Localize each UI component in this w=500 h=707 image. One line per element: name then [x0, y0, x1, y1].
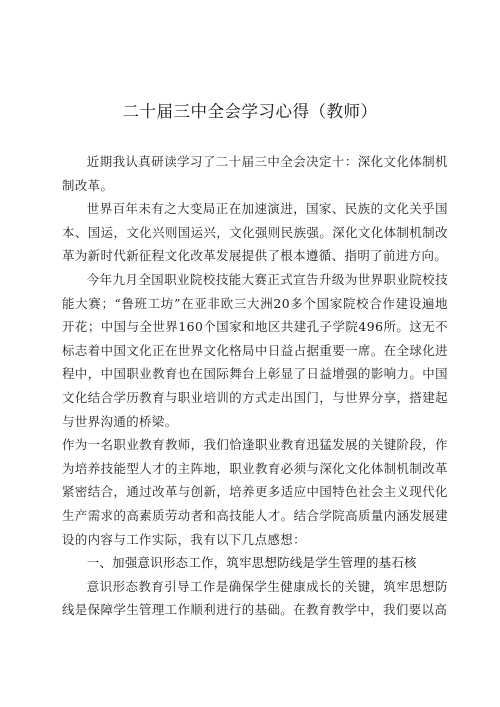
section-heading-1: 一、加强意识形态工作，筑牢思想防线是学生管理的基石核 — [86, 555, 417, 571]
paragraph-teacher-role: 作为一名职业教育教师，我们恰逢职业教育迅猛发展的关键阶段，作为培养技能型人才的主阵地，职业教育必须与深化文化体制机制改革紧密结合，通过改革与创新，培养更多适应中国特色社会主义现代化生产需求的高素质劳动者和高技能人才。结合学院高质量内涵发展建设的内容与工作实际，我有以下几点感想： — [62, 437, 448, 547]
document-body — [62, 150, 448, 622]
paragraph-intro: 近期我认真研读学习了二十届三中全会决定十：深化文化体制机制改革。 — [62, 154, 448, 193]
paragraph-ideology: 意识形态教育引导工作是确保学生健康成长的关键，筑牢思想防线是保障学生管理工作顺利进行的基础。在教育教学中，我们要以高 — [62, 578, 448, 618]
document-title: 二十届三中全会学习心得（教师） — [122, 102, 378, 121]
paragraph-world-change: 世界百年未有之大变局正在加速演进，国家、民族的文化关乎国本、国运，文化兴则国运兴，文化强则民族强。深化文化体制机制改革为新时代新征程文化改革发展提供了根本遵循、指明了前进方向。 — [62, 201, 448, 264]
paragraph-vocational-competition: 今年九月全国职业院校技能大赛正式宣告升级为世界职业院校技能大赛；“鲁班工坊”在亚非欧三大洲20多个国家院校合作建设遍地开花；中国与全世界160个国家和地区共建孔子学院496所。这无不标志着中国文化正在世界文化格局中日益占据重要一席。在全球化进程中，中国职业教育也在国际舞台上彰显了日益增强的影响力。中国文化结合学历教育与职业培训的方式走出国门，与世界分享，搭建起与世界沟通的桥梁。 — [62, 271, 448, 429]
